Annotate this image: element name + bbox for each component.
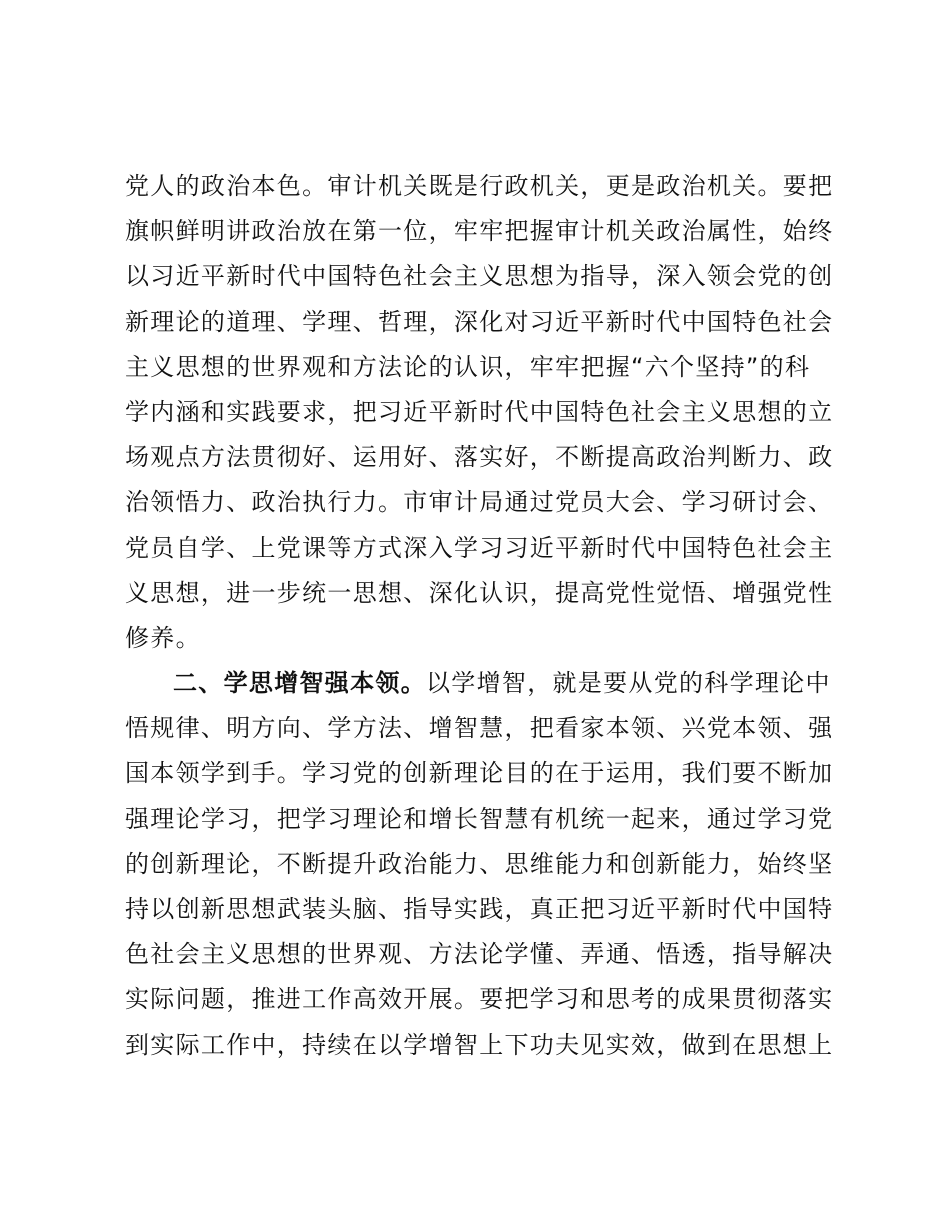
paragraph-line: 旗帜鲜明讲政治放在第一位，牢牢把握审计机关政治属性，始终 <box>125 217 834 246</box>
paragraph-line: 党员自学、上党课等方式深入学习习近平新时代中国特色社会主 <box>125 533 834 562</box>
paragraph-line: 悟规律、明方向、学方法、增智慧，把看家本领、兴党本领、强 <box>125 714 834 743</box>
paragraph-line: 的创新理论，不断提升政治能力、思维能力和创新能力，始终坚 <box>125 849 834 878</box>
paragraph-line: 色社会主义思想的世界观、方法论学懂、弄通、悟透，指导解决 <box>125 940 834 969</box>
paragraph-line: 国本领学到手。学习党的创新理论目的在于运用，我们要不断加 <box>125 759 834 788</box>
paragraph-line: 主义思想的世界观和方法论的认识，牢牢把握“六个坚持”的科 <box>125 352 811 381</box>
paragraph-line: 以习近平新时代中国特色社会主义思想为指导，深入领会党的创 <box>125 262 834 291</box>
paragraph-line: 学内涵和实践要求，把习近平新时代中国特色社会主义思想的立 <box>125 397 834 426</box>
section-2-first-line-text: 以学增智，就是要从党的科学理论中 <box>426 669 831 698</box>
paragraph-line: 治领悟力、政治执行力。市审计局通过党员大会、学习研讨会、 <box>125 488 834 517</box>
paragraph-line: 持以创新思想武装头脑、指导实践，真正把习近平新时代中国特 <box>125 895 834 923</box>
paragraph-line: 义思想，进一步统一思想、深化认识，提高党性觉悟、增强党性 <box>125 578 834 607</box>
section-2-heading: 二、学思增智强本领。 <box>173 669 426 698</box>
section-2-first-line <box>125 661 835 706</box>
paragraph-line: 场观点方法贯彻好、运用好、落实好，不断提高政治判断力、政 <box>125 443 834 472</box>
paragraph-line: 新理论的道理、学理、哲理，深化对习近平新时代中国特色社会 <box>125 307 834 336</box>
paragraph-line: 实际问题，推进工作高效开展。要把学习和思考的成果贯彻落实 <box>125 985 834 1014</box>
paragraph-line: 到实际工作中，持续在以学增智上下功夫见实效，做到在思想上 <box>125 1030 834 1059</box>
paragraph-line: 修养。 <box>125 623 201 652</box>
document-body <box>125 164 835 1068</box>
paragraph-line: 党人的政治本色。审计机关既是行政机关，更是政治机关。要把 <box>125 172 834 200</box>
paragraph-line: 强理论学习，把学习理论和增长智慧有机统一起来，通过学习党 <box>125 804 834 833</box>
